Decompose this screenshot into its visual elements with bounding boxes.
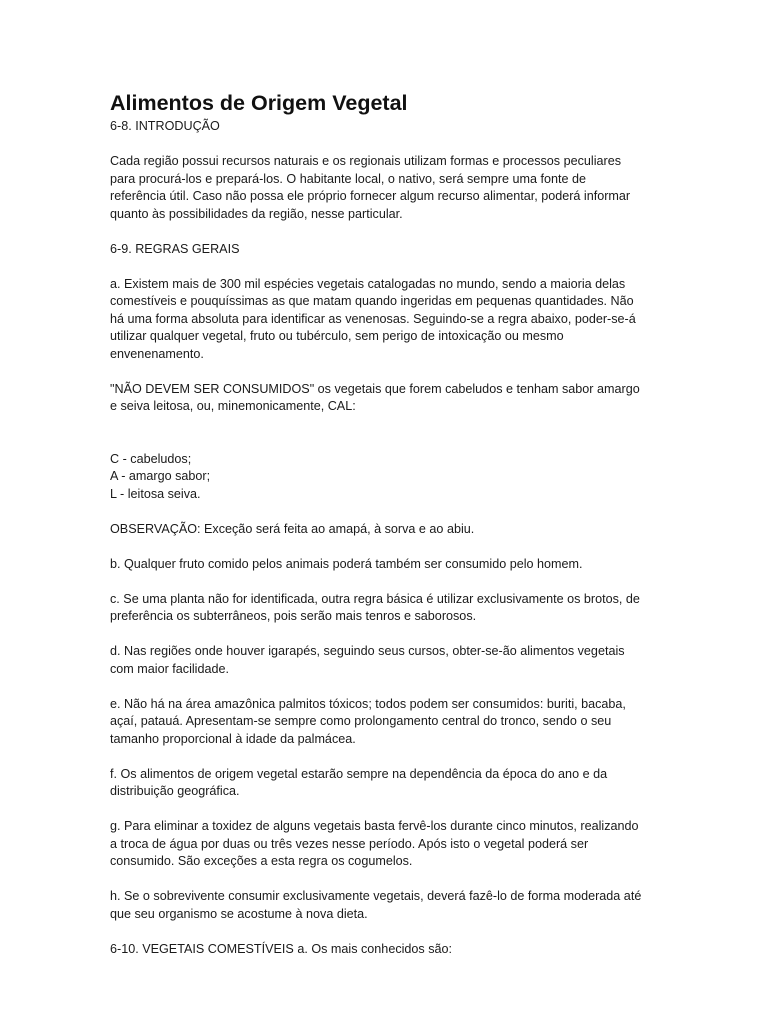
rule-item-g: g. Para eliminar a toxidez de alguns vegetais basta fervê-los durante cinco minutos, realizando a troca de água por duas ou três vezes nesse período. Após isto o vegetal poderá ser consumido. São exceções a esta regra os cogumelos. (110, 819, 639, 868)
cal-rule-intro: "NÃO DEVEM SER CONSUMIDOS" os vegetais que forem cabeludos e tenham sabor amargo e seiva leitosa, ou, minemonicamente, CAL: (110, 381, 640, 413)
intro-paragraph: Cada região possui recursos naturais e os regionais utilizam formas e processos peculiares para procurá-los e prepará-los. O habitante local, o nativo, será sempre uma fonte de referência útil. Caso não possa ele próprio fornecer algum recurso alimentar, poderá informar quanto às possibilidades da região, nesse particular. (110, 154, 631, 221)
document-title: Alimentos de Origem Vegetal (110, 91, 408, 115)
section-heading-6-8: 6-8. INTRODUÇÃO (110, 119, 220, 133)
rule-item-d: d. Nas regiões onde houver igarapés, seguindo seus cursos, obter-se-ão alimentos vegetais com maior facilidade. (110, 644, 625, 676)
cal-list (110, 451, 658, 504)
section-heading-6-10: 6-10. VEGETAIS COMESTÍVEIS a. Os mais conhecidos são: (110, 941, 453, 956)
rule-item-b: b. Qualquer fruto comido pelos animais poderá também ser consumido pelo homem. (110, 556, 583, 571)
rule-item-f: f. Os alimentos de origem vegetal estarão sempre na dependência da época do ano e da distribuição geográfica. (110, 766, 608, 798)
section-heading-6-9: 6-9. REGRAS GERAIS (110, 241, 240, 256)
rule-item-c: c. Se uma planta não for identificada, outra regra básica é utilizar exclusivamente os brotos, de preferência os subterrâneos, pois serão mais tenros e saborosos. (110, 591, 640, 623)
observation-note: OBSERVAÇÃO: Exceção será feita ao amapá, à sorva e ao abiu. (110, 521, 475, 536)
rule-item-a: a. Existem mais de 300 mil espécies vegetais catalogadas no mundo, sendo a maioria delas comestíveis e pouquíssimas as que matam quando ingeridas em pequenas quantidades. Não há uma forma absoluta para identificar as venenosas. Seguindo-se a regra abaixo, poder-se-á utilizar qualquer vegetal, fruto ou tubérculo, sem perigo de intoxicação ou mesmo envenenamento. (110, 276, 636, 361)
cal-list-item: L - leitosa seiva. (110, 486, 201, 501)
rule-item-h: h. Se o sobrevivente consumir exclusivamente vegetais, deverá fazê-lo de forma moderada até que seu organismo se acostume à nova dieta. (110, 889, 642, 921)
rule-item-e: e. Não há na área amazônica palmitos tóxicos; todos podem ser consumidos: buriti, bacaba, açaí, patauá. Apresentam-se sempre como prolongamento central do tronco, sendo o seu tamanho proporcional à idade da palmácea. (110, 696, 626, 746)
cal-list-item: C - cabeludos; (110, 451, 192, 466)
document-page (110, 88, 658, 958)
cal-list-item: A - amargo sabor; (110, 469, 211, 483)
